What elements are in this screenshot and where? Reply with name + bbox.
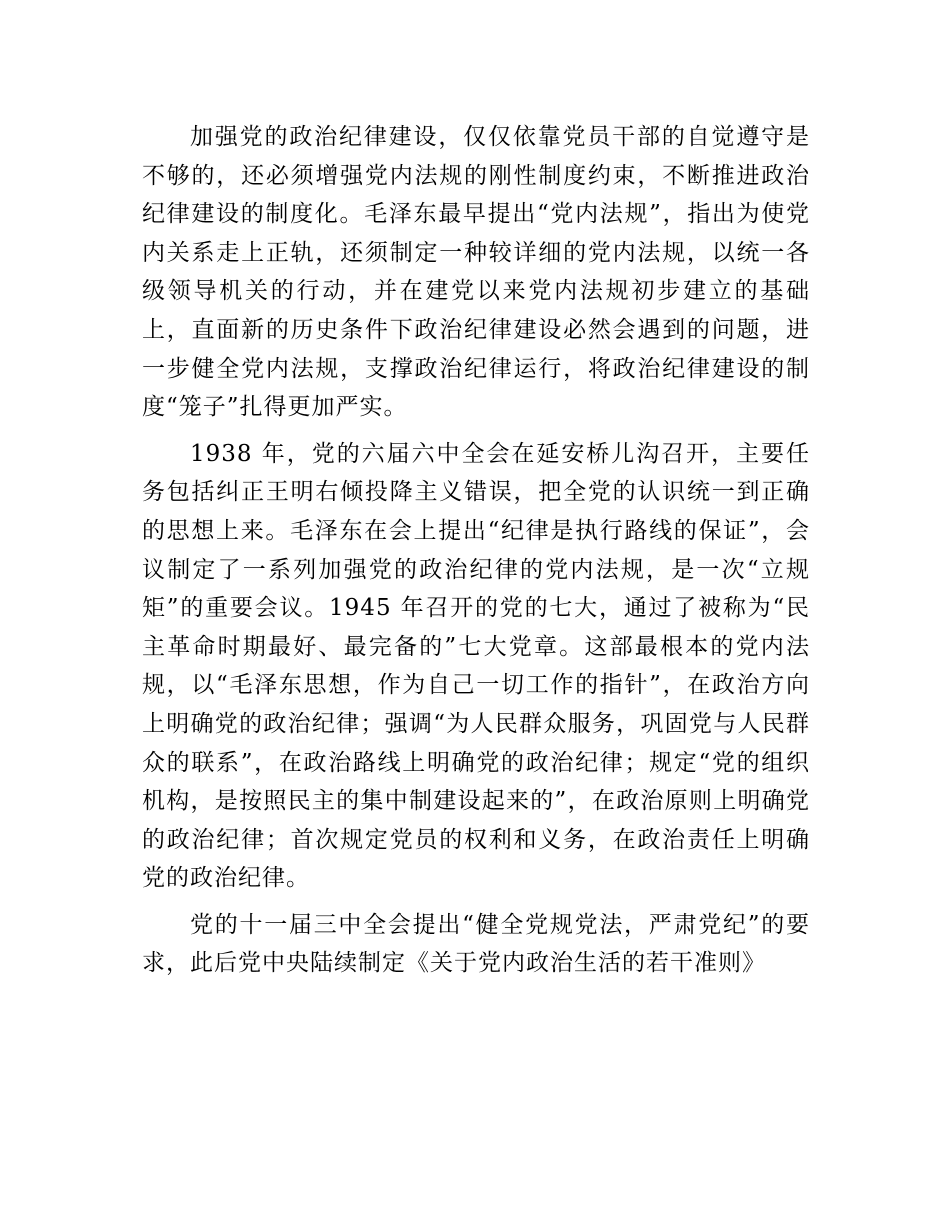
paragraph-discipline-institutionalization: 加强党的政治纪律建设，仅仅依靠党员干部的自觉遵守是不够的，还必须增强党内法规的刚性制度约束，不断推进政治纪律建设的制度化。毛泽东最早提出“党内法规”，指出为使党内关系走上正轨，还须制定一种较详细的党内法规，以统一各级领导机关的行动，并在建党以来党内法规初步建立的基础上，直面新的历史条件下政治纪律建设必然会遇到的问题，进一步健全党内法规，支撑政治纪律运行，将政治纪律建设的制度“笼子”扎得更加严实。 bbox=[142, 124, 810, 421]
document-page bbox=[142, 118, 810, 991]
paragraph-third-plenum: 党的十一届三中全会提出“健全党规党法，严肃党纪”的要求，此后党中央陆续制定《关于党内政治生活的若干准则》 bbox=[142, 911, 810, 977]
paragraph-history-1938-1945: 1938 年，党的六届六中全会在延安桥儿沟召开，主要任务包括纠正王明右倾投降主义错误，把全党的认识统一到正确的思想上来。毛泽东在会上提出“纪律是执行路线的保证”，会议制定了一系列加强党的政治纪律的党内法规，是一次“立规矩”的重要会议。1945 年召开的党的七大，通过了被称为“民主革命时期最好、最完备的”七大党章。这部最根本的党内法规，以“毛泽东思想，作为自己一切工作的指针”，在政治方向上明确党的政治纪律；强调“为人民群众服务，巩固党与人民群众的联系”，在政治路线上明确党的政治纪律；规定“党的组织机构，是按照民主的集中制建设起来的”，在政治原则上明确党的政治纪律；首次规定党员的权利和义务，在政治责任上明确党的政治纪律。 bbox=[142, 440, 810, 892]
